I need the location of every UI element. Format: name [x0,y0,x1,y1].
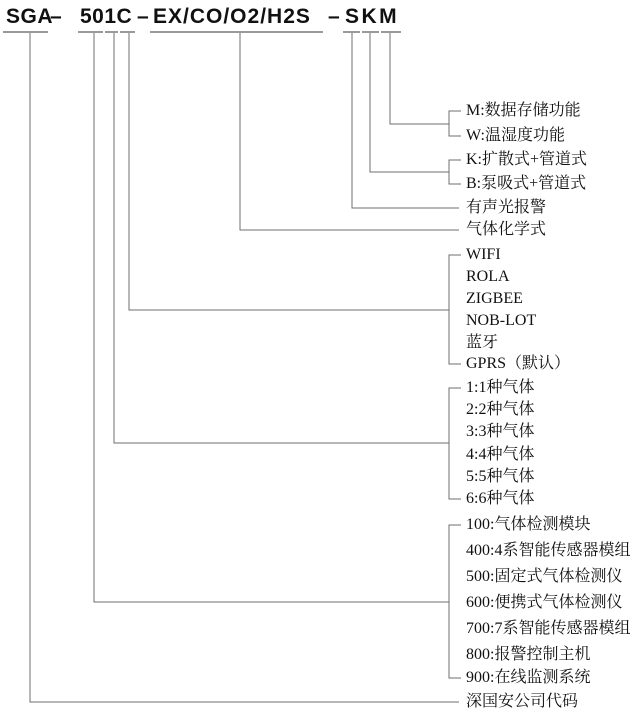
connector-sampling [370,33,449,172]
label-company-code: 深国安公司代码 [466,693,579,710]
list-brackets [449,111,461,678]
label-count-2: 2:2种气体 [466,401,535,418]
label-count-1: 1:1种气体 [466,379,535,396]
dash-1-icon: – [50,5,63,28]
label-count-6: 6:6种气体 [466,490,535,507]
label-series-900: 900:在线监测系统 [466,669,591,686]
label-sampling-b: B:泵吸式+管道式 [466,175,587,192]
label-count-4: 4:4种气体 [466,446,535,463]
label-function-w: W:温湿度功能 [466,127,565,144]
dash-2-icon: – [137,5,150,28]
connector-series [94,33,449,602]
code-option-letters: SKM [345,5,400,28]
bracket-function [449,111,461,136]
label-count-3: 3:3种气体 [466,423,535,440]
label-series-600: 600:便携式气体检测仪 [466,594,623,611]
bracket-gas-count [449,388,461,499]
code-gas-formulas: EX/CO/O2/H2S [153,5,311,28]
label-comm-bluetooth: 蓝牙 [466,334,499,351]
label-function-m: M:数据存储功能 [466,102,581,119]
label-series-800: 800:报警控制主机 [466,646,591,663]
label-series-500: 500:固定式气体检测仪 [466,568,623,585]
label-series-700: 700:7系智能传感器模组 [466,620,631,637]
label-gas-formula: 气体化学式 [466,221,547,238]
bracket-series [449,525,461,678]
code-company-prefix: SGA [6,5,54,28]
bracket-comm [449,255,461,364]
label-comm-gprs: GPRS（默认） [466,355,571,372]
label-comm-wifi: WIFI [466,246,501,263]
label-comm-noblot: NOB-LOT [466,312,537,329]
label-series-400: 400:4系智能传感器模组 [466,542,631,559]
label-comm-zigbee: ZIGBEE [466,290,523,307]
code-model-number: 501C [80,5,133,28]
label-alarm: 有声光报警 [466,199,547,216]
label-series-100: 100:气体检测模块 [466,516,591,533]
connector-gas-formula [240,33,459,230]
label-count-5: 5:5种气体 [466,468,535,485]
connector-alarm [352,33,459,208]
bracket-sampling [449,160,461,184]
connector-gas-count [114,33,449,443]
connector-function [390,33,449,124]
dash-3-icon: – [328,5,341,28]
drop-connectors [30,33,459,702]
label-sampling-k: K:扩散式+管道式 [466,151,588,168]
label-comm-rola: ROLA [466,268,510,285]
